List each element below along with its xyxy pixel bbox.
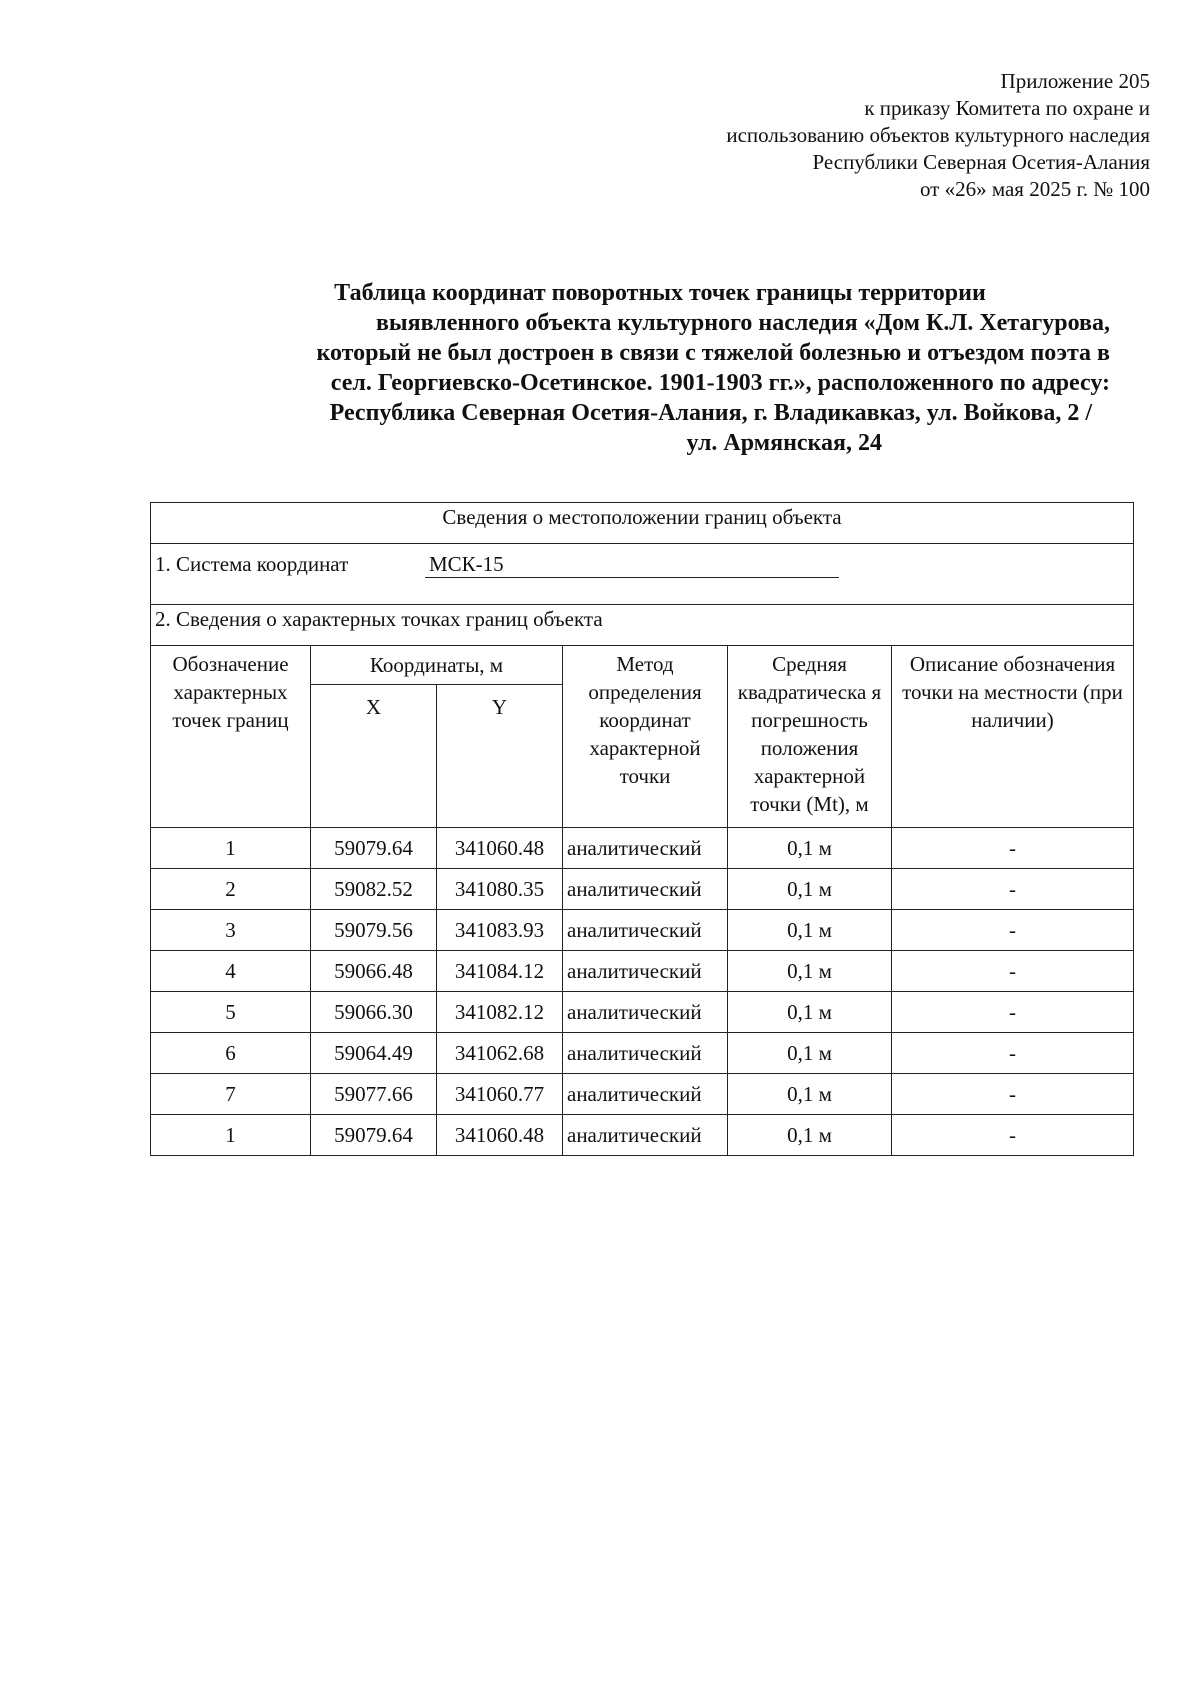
x-cell: 59079.56: [311, 910, 437, 951]
description-cell: -: [892, 869, 1134, 910]
table-row: [151, 1033, 1134, 1074]
table-row: [151, 1115, 1134, 1156]
table-row: [151, 828, 1134, 869]
error-cell: 0,1 м: [728, 1033, 892, 1074]
y-cell: 341083.93: [437, 910, 563, 951]
header-y: Y: [437, 685, 563, 828]
header-error: Средняя квадратическа я погрешность положения характерной точки (Mt), м: [728, 646, 892, 828]
appendix-line: от «26» мая 2025 г. № 100: [919, 177, 1150, 201]
error-cell: 0,1 м: [728, 992, 892, 1033]
appendix-line: Приложение 205: [1000, 69, 1150, 93]
error-cell: 0,1 м: [728, 1115, 892, 1156]
coord-system-label: 1. Система координат: [155, 552, 349, 576]
data-rows: [151, 828, 1134, 1156]
x-cell: 59079.64: [311, 828, 437, 869]
y-cell: 341082.12: [437, 992, 563, 1033]
header-x: X: [311, 685, 437, 828]
x-cell: 59066.30: [311, 992, 437, 1033]
point-cell: 1: [151, 1115, 311, 1156]
section-header: Сведения о местоположении границ объекта: [151, 503, 1134, 544]
x-cell: 59079.64: [311, 1115, 437, 1156]
title-line: ул. Армянская, 24: [686, 430, 882, 456]
x-cell: 59082.52: [311, 869, 437, 910]
appendix-line: к приказу Комитета по охране и: [864, 96, 1150, 120]
method-cell: аналитический: [563, 869, 728, 910]
title-line: который не был достроен в связи с тяжелой болезнью и отъездом поэта в: [316, 340, 1110, 366]
description-cell: -: [892, 828, 1134, 869]
header-method: Метод определения координат характерной точки: [563, 646, 728, 828]
method-cell: аналитический: [563, 910, 728, 951]
points-title: 2. Сведения о характерных точках границ объекта: [151, 605, 1134, 646]
method-cell: аналитический: [563, 992, 728, 1033]
error-cell: 0,1 м: [728, 869, 892, 910]
x-cell: 59077.66: [311, 1074, 437, 1115]
y-cell: 341060.48: [437, 828, 563, 869]
table-row: [151, 992, 1134, 1033]
title-line: сел. Георгиевско-Осетинское. 1901-1903 гг.», расположенного по адресу:: [330, 370, 1110, 396]
header-description: Описание обозначения точки на местности (при наличии): [892, 646, 1134, 828]
coordinates-table: [150, 502, 1134, 1156]
title-line: выявленного объекта культурного наследия «Дом К.Л. Хетагурова,: [375, 310, 1110, 336]
point-cell: 1: [151, 828, 311, 869]
method-cell: аналитический: [563, 1115, 728, 1156]
point-cell: 3: [151, 910, 311, 951]
method-cell: аналитический: [563, 828, 728, 869]
appendix-block: [726, 68, 1150, 203]
title-line: Таблица координат поворотных точек границы территории: [334, 280, 986, 306]
table-row: [151, 869, 1134, 910]
table-row: [151, 910, 1134, 951]
description-cell: -: [892, 1115, 1134, 1156]
coord-system-value: МСК-15: [425, 551, 839, 578]
y-cell: 341060.77: [437, 1074, 563, 1115]
y-cell: 341084.12: [437, 951, 563, 992]
error-cell: 0,1 м: [728, 828, 892, 869]
table-row: [151, 951, 1134, 992]
y-cell: 341060.48: [437, 1115, 563, 1156]
error-cell: 0,1 м: [728, 910, 892, 951]
description-cell: -: [892, 1033, 1134, 1074]
point-cell: 6: [151, 1033, 311, 1074]
description-cell: -: [892, 992, 1134, 1033]
method-cell: аналитический: [563, 1033, 728, 1074]
method-cell: аналитический: [563, 1074, 728, 1115]
point-cell: 4: [151, 951, 311, 992]
title-line: Республика Северная Осетия-Алания, г. Владикавказ, ул. Войкова, 2 /: [329, 400, 1092, 426]
description-cell: -: [892, 910, 1134, 951]
description-cell: -: [892, 951, 1134, 992]
y-cell: 341080.35: [437, 869, 563, 910]
appendix-line: Республики Северная Осетия-Алания: [812, 150, 1150, 174]
y-cell: 341062.68: [437, 1033, 563, 1074]
x-cell: 59066.48: [311, 951, 437, 992]
description-cell: -: [892, 1074, 1134, 1115]
header-designation: Обозначение характерных точек границ: [151, 646, 311, 828]
point-cell: 5: [151, 992, 311, 1033]
coord-system-cell: [151, 544, 1134, 605]
header-coordinates: Координаты, м: [311, 646, 563, 685]
method-cell: аналитический: [563, 951, 728, 992]
appendix-line: использованию объектов культурного наследия: [726, 123, 1150, 147]
error-cell: 0,1 м: [728, 951, 892, 992]
error-cell: 0,1 м: [728, 1074, 892, 1115]
x-cell: 59064.49: [311, 1033, 437, 1074]
table-row: [151, 1074, 1134, 1115]
point-cell: 7: [151, 1074, 311, 1115]
point-cell: 2: [151, 869, 311, 910]
document-title: [150, 278, 1110, 458]
